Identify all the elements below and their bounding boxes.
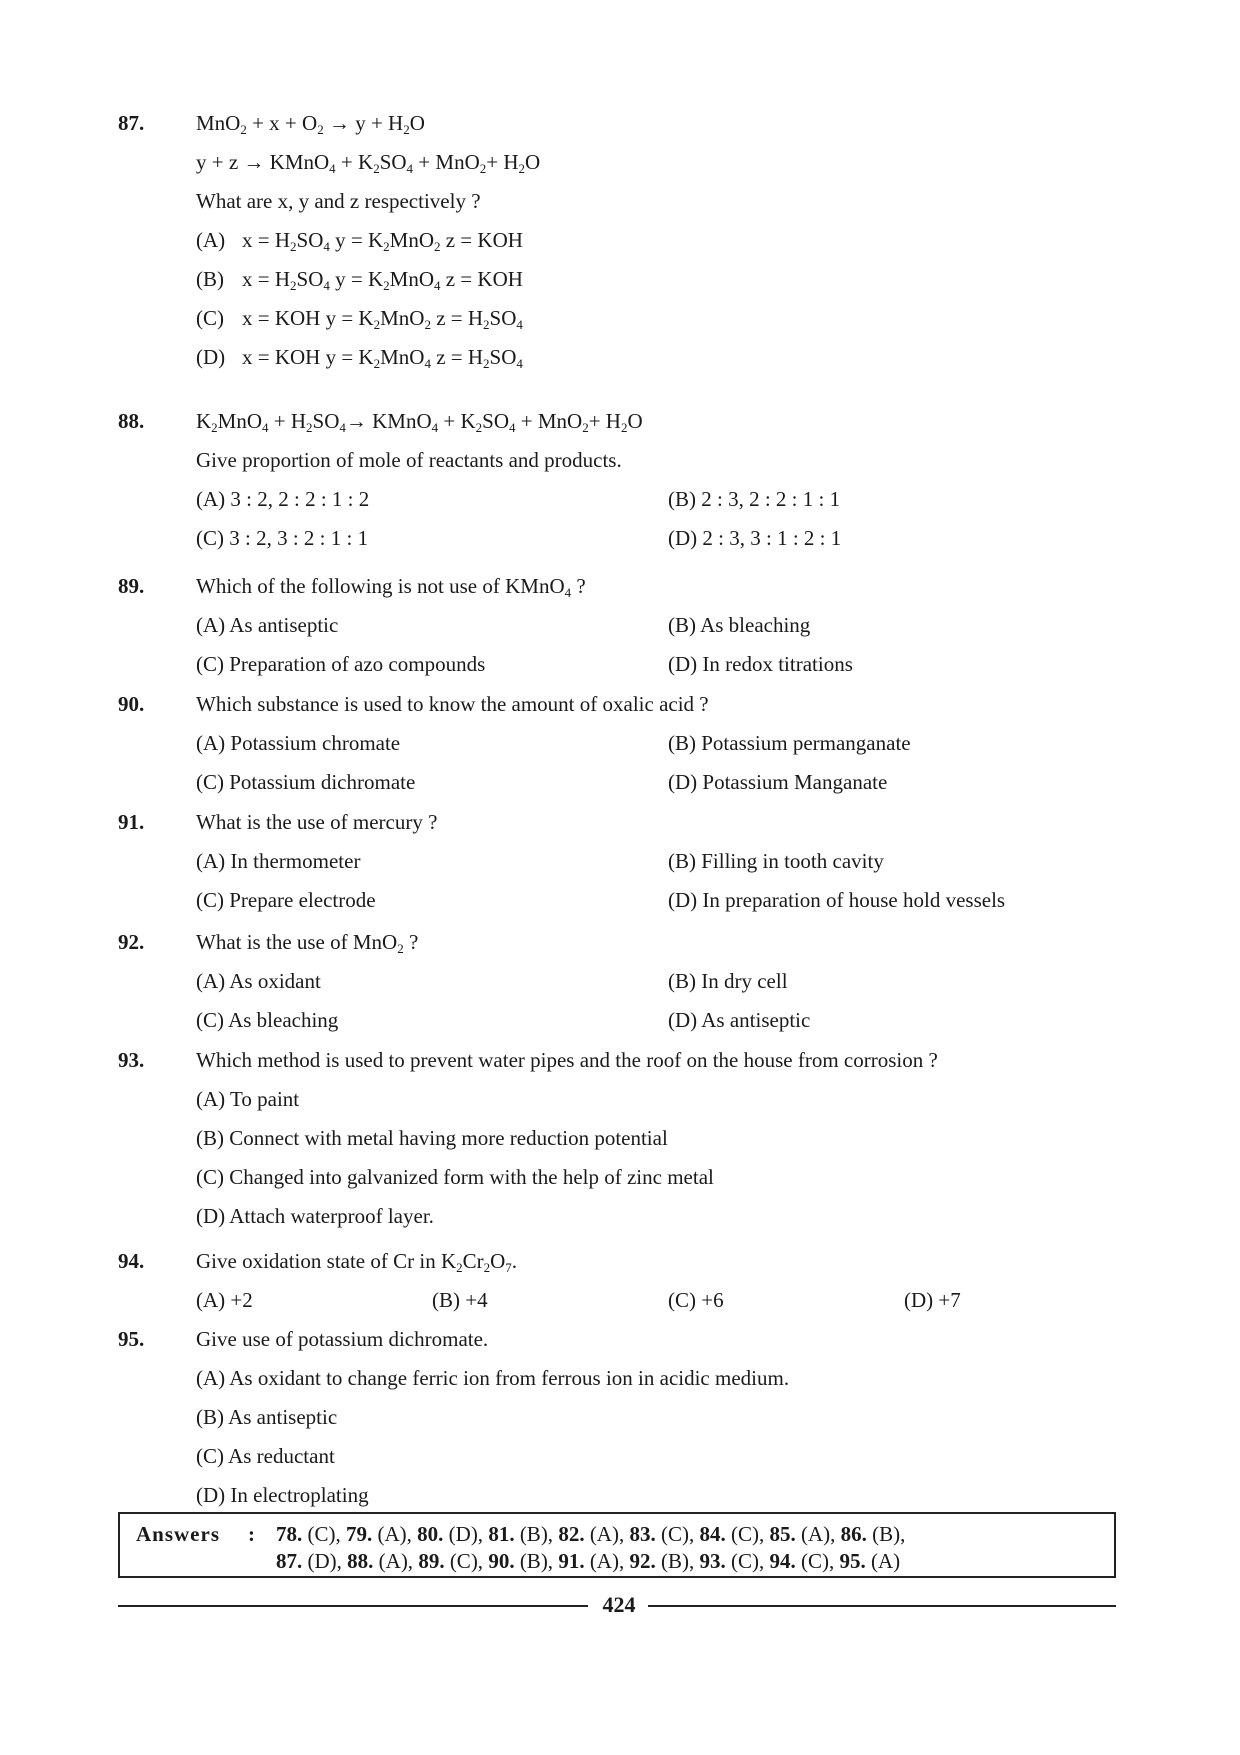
option-a: (A) As oxidant xyxy=(196,969,321,993)
answer-option: (B), xyxy=(514,1549,559,1573)
question-87 xyxy=(118,104,1098,377)
answer-option: (C), xyxy=(302,1522,346,1546)
answer-entry xyxy=(488,1549,558,1573)
answer-question-number: 92. xyxy=(629,1549,656,1573)
option-c: (C) +6 xyxy=(668,1288,724,1312)
question-number: 90. xyxy=(118,692,145,716)
option-d: (D) As antiseptic xyxy=(668,1008,811,1032)
answer-entry xyxy=(699,1549,769,1573)
answer-option: (D), xyxy=(302,1549,348,1573)
answer-question-number: 91. xyxy=(558,1549,585,1573)
question-number: 91. xyxy=(118,810,145,834)
equation: $K_2MnO_4 + H_2SO_4\to$ KMnO$_4$ + $K_2SO_4 + MnO_2+ H_2O$ xyxy=(196,409,643,435)
answer-option: (C), xyxy=(655,1522,700,1546)
options xyxy=(196,1281,1098,1320)
answer-entry xyxy=(418,1549,488,1573)
question-89 xyxy=(118,567,1098,684)
answer-option: (A), xyxy=(584,1549,630,1573)
answer-entry xyxy=(629,1549,699,1573)
answer-question-number: 85. xyxy=(769,1522,796,1546)
answer-entry xyxy=(629,1522,699,1546)
answer-option: (C), xyxy=(725,1549,770,1573)
option-c: (C) 3 : 2, 3 : 2 : 1 : 1 xyxy=(196,526,369,550)
answer-question-number: 84. xyxy=(699,1522,726,1546)
option-d: (D) In electroplating xyxy=(196,1483,369,1507)
answer-question-number: 83. xyxy=(629,1522,656,1546)
question-text: Which method is used to prevent water pipes and the roof on the house from corrosion ? xyxy=(196,1048,938,1072)
option-c: (C) As bleaching xyxy=(196,1008,339,1032)
option-c: (C) Changed into galvanized form with the help of zinc metal xyxy=(196,1165,714,1189)
answer-entry xyxy=(699,1522,769,1546)
option-b: (B) As bleaching xyxy=(668,613,811,637)
option-b: (B) In dry cell xyxy=(668,969,788,993)
answers-line-1 xyxy=(276,1522,905,1547)
option-d: (D) 2 : 3, 3 : 1 : 2 : 1 xyxy=(668,526,842,550)
answer-entry xyxy=(839,1549,900,1573)
answers-title: Answers xyxy=(136,1522,220,1546)
answer-question-number: 86. xyxy=(840,1522,867,1546)
question-88 xyxy=(118,402,1098,558)
question-text: What is the use of mercury ? xyxy=(196,810,438,834)
options xyxy=(196,962,1098,1040)
question-number: 93. xyxy=(118,1048,145,1072)
option-a: (A) To paint xyxy=(196,1087,300,1111)
option-c: (C) Preparation of azo compounds xyxy=(196,652,486,676)
question-text: Which substance is used to know the amount of oxalic acid ? xyxy=(196,692,709,716)
equation-1: $MnO_2 + x + O_2 \to y + H_2O$ xyxy=(196,111,425,137)
question-number: 94. xyxy=(118,1249,145,1273)
option-d: (D) x = KOH $y = K_2MnO_4$ $z = H_2SO_4$ xyxy=(196,345,523,371)
answer-option: (B), xyxy=(866,1522,906,1546)
page-number: 424 xyxy=(602,1592,636,1617)
answer-entry xyxy=(346,1522,417,1546)
answer-option: (A), xyxy=(795,1522,841,1546)
option-b: (B) $x = H_2SO_4$ $y = K_2MnO_4$ z = KOH xyxy=(196,267,523,293)
answer-option: (C), xyxy=(444,1549,489,1573)
question-number: 89. xyxy=(118,574,145,598)
option-a: (A) In thermometer xyxy=(196,849,361,873)
question-number: 88. xyxy=(118,409,145,433)
question-text: Give use of potassium dichromate. xyxy=(196,1327,489,1351)
question-text: Give oxidation state of Cr in $K_2Cr_2O_7$. xyxy=(196,1249,518,1275)
answer-option: (A), xyxy=(373,1549,419,1573)
answer-entry xyxy=(347,1549,418,1573)
question-95 xyxy=(118,1320,1098,1515)
options xyxy=(196,724,1098,802)
option-a: (A) As antiseptic xyxy=(196,613,339,637)
option-a: (A) Potassium chromate xyxy=(196,731,401,755)
answer-question-number: 78. xyxy=(276,1522,303,1546)
answer-question-number: 93. xyxy=(699,1549,726,1573)
question-text: Give proportion of mole of reactants and products. xyxy=(196,448,622,472)
question-number: 95. xyxy=(118,1327,145,1351)
equation-2: y + z → KMnO$_4$ + $K_2SO_4 + MnO_2+ H_2O$ xyxy=(196,150,541,176)
option-c: (C) x = KOH $y = K_2MnO_2$ $z = H_2SO_4$ xyxy=(196,306,523,332)
answer-entry xyxy=(276,1522,346,1546)
question-number: 87. xyxy=(118,111,145,135)
question-91 xyxy=(118,803,1098,920)
option-c: (C) As reductant xyxy=(196,1444,335,1468)
answer-entry xyxy=(769,1549,839,1573)
answer-option: (A) xyxy=(865,1549,901,1573)
option-d: (D) Attach waterproof layer. xyxy=(196,1204,434,1228)
answer-question-number: 94. xyxy=(769,1549,796,1573)
answer-entry xyxy=(276,1549,347,1573)
question-text: What is the use of MnO$_2$ ? xyxy=(196,930,419,956)
option-d: (D) Potassium Manganate xyxy=(668,770,888,794)
options xyxy=(196,606,1098,684)
answer-entry xyxy=(417,1522,488,1546)
option-b: (B) Potassium permanganate xyxy=(668,731,911,755)
question-text: What are x, y and z respectively ? xyxy=(196,189,481,213)
option-a: (A) As oxidant to change ferric ion from ferrous ion in acidic medium. xyxy=(196,1366,790,1390)
answer-option: (D), xyxy=(443,1522,489,1546)
options xyxy=(196,480,1098,558)
answers-colon: : xyxy=(248,1522,255,1546)
option-c: (C) Potassium dichromate xyxy=(196,770,416,794)
answer-entry xyxy=(558,1549,629,1573)
option-d: (D) In preparation of house hold vessels xyxy=(668,888,1006,912)
answer-question-number: 95. xyxy=(839,1549,866,1573)
answer-entry xyxy=(769,1522,840,1546)
answer-question-number: 79. xyxy=(346,1522,373,1546)
answer-question-number: 90. xyxy=(488,1549,515,1573)
answer-entry xyxy=(488,1522,558,1546)
options xyxy=(196,842,1098,920)
footer-rule-right xyxy=(648,1605,1116,1607)
option-d: (D) +7 xyxy=(904,1288,961,1312)
option-a: (A) 3 : 2, 2 : 2 : 1 : 2 xyxy=(196,487,370,511)
option-a: (A) +2 xyxy=(196,1288,253,1312)
question-text: Which of the following is not use of KMnO$_4$ ? xyxy=(196,574,586,600)
option-b: (B) As antiseptic xyxy=(196,1405,338,1429)
question-number: 92. xyxy=(118,930,145,954)
question-90 xyxy=(118,685,1098,802)
option-b: (B) 2 : 3, 2 : 2 : 1 : 1 xyxy=(668,487,841,511)
question-92 xyxy=(118,923,1098,1040)
answers-line-2 xyxy=(276,1549,900,1574)
answer-option: (C), xyxy=(725,1522,770,1546)
answer-question-number: 80. xyxy=(417,1522,444,1546)
option-a: (A) $x = H_2SO_4$ $y = K_2MnO_2$ z = KOH xyxy=(196,228,523,254)
answer-entry xyxy=(841,1522,906,1546)
answer-option: (B), xyxy=(655,1549,700,1573)
option-d: (D) In redox titrations xyxy=(668,652,853,676)
question-93 xyxy=(118,1041,1098,1236)
option-b: (B) +4 xyxy=(432,1288,488,1312)
option-b: (B) Connect with metal having more reduction potential xyxy=(196,1126,668,1150)
option-b: (B) Filling in tooth cavity xyxy=(668,849,884,873)
answer-question-number: 87. xyxy=(276,1549,303,1573)
answer-entry xyxy=(558,1522,629,1546)
option-c: (C) Prepare electrode xyxy=(196,888,376,912)
answer-option: (C), xyxy=(795,1549,840,1573)
answer-option: (A), xyxy=(372,1522,418,1546)
answer-question-number: 82. xyxy=(558,1522,585,1546)
answer-question-number: 89. xyxy=(418,1549,445,1573)
answers-box xyxy=(118,1512,1116,1578)
answer-question-number: 88. xyxy=(347,1549,374,1573)
question-94 xyxy=(118,1242,1098,1320)
answer-option: (A), xyxy=(584,1522,630,1546)
footer-rule-left xyxy=(118,1605,588,1607)
answer-option: (B), xyxy=(514,1522,559,1546)
answer-question-number: 81. xyxy=(488,1522,515,1546)
